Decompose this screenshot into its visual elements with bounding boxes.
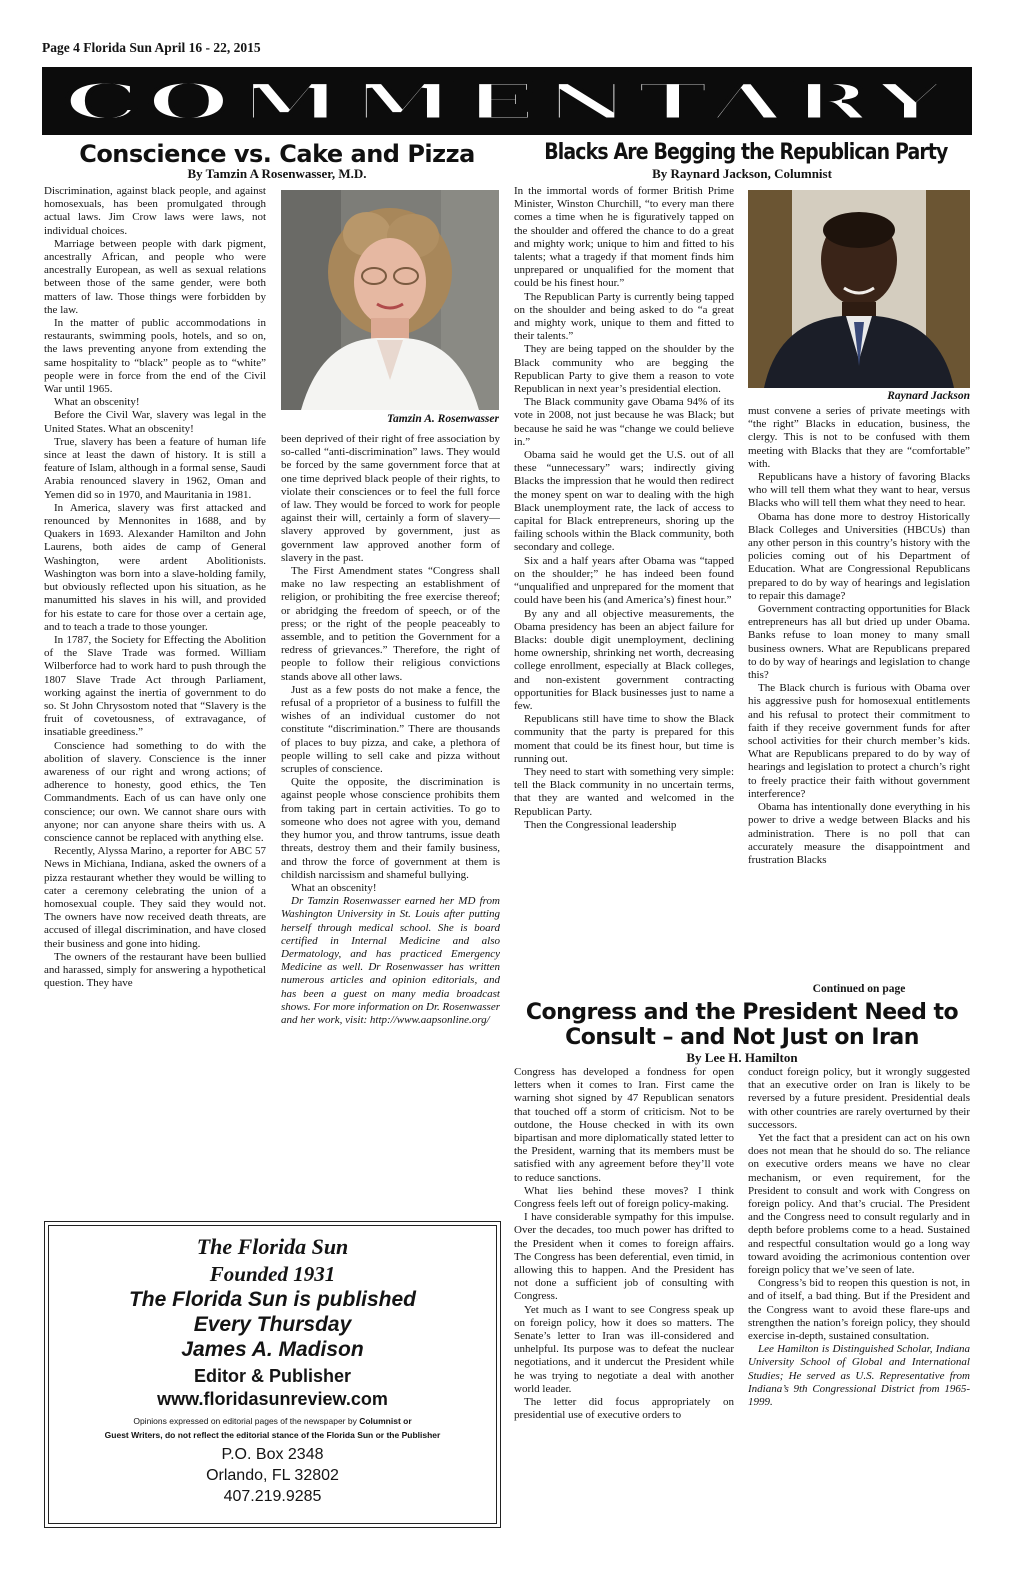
article1-column1: [44, 185, 266, 1215]
masthead-disclaimer-line2: Guest Writers, do not reflect the editorial stance of the Florida Sun or the Publisher: [104, 1430, 441, 1440]
paragraph: Congress has developed a fondness for open letters when it comes to Iran. First came the warning shot signed by 47 Republican senators that touched off a storm of criticism. Not to be outdone, the House checked in with its own bipartisan and more diplomatically stated letter to the President, warning that its members must be satisfied with any agreement before they’ll vote to reduce sanctions.: [514, 1066, 734, 1184]
paragraph: The letter did focus appropriately on presidential use of executive orders to: [514, 1396, 734, 1422]
paragraph: Recently, Alyssa Marino, a reporter for ABC 57 News in Michiana, Indiana, asked the owners of a pizza restaurant whether they would be willing to cater a ceremony celebrating the union of a homosexual couple. They said they would not. The owners have now received death threats, are accused of illegal discrimination, and have closed their business and gone into hiding.: [44, 845, 266, 950]
paragraph: What lies behind these moves? I think Congress feels left out of foreign policy-making.: [514, 1184, 734, 1211]
masthead-disclaimer: [45, 1416, 500, 1426]
masthead-founded: Founded 1931: [209, 1262, 336, 1286]
paragraph: Marriage between people with dark pigment, ancestrally African, and people who were ancestrally European, as well as sexual relations between those of the same gender, were both matters of law. Those things were forbidden by the law.: [44, 237, 266, 316]
paragraph: The Black community gave Obama 94% of its vote in 2008, not just because he was Black; but because he said he was “change we could believe in.”: [514, 396, 734, 448]
paragraph: The Republican Party is currently being tapped on the shoulder and being asked to do “a great and mighty work, unique to them and fitted to their talents.”: [514, 290, 734, 343]
paragraph: Conscience had something to do with the abolition of slavery. Conscience is the inner awareness of our right and wrong actions; of adherence to honesty, good ethics, the Ten Commandments. Each of us can have only one conscience; our own. We cannot share ours with anyone; nor can anyone share theirs with us. A conscience cannot be replaced with anything else.: [44, 739, 266, 844]
paragraph: Then the Congressional leadership: [524, 818, 677, 831]
paragraph: Yet the fact that a president can act on his own does not mean that he should do so. The reliance on executive orders means we have no clear mechanism, or even requirement, for the President to consult and work with Congress on foreign policy. And that’s crucial. The President and the Congress need to consult regularly and in depth before problems come to a head. Sustained and respectful consultation would go a long way toward avoiding the acrimonious contention over foreign policy that we’ve seen of late.: [748, 1132, 970, 1277]
masthead-frequency: Every Thursday: [193, 1313, 352, 1336]
paragraph: Six and a half years after Obama was “tapped on the shoulder;” he has indeed been found “unqualified and unprepared for the moment that could have been his (and America’s) finest hour.”: [514, 554, 734, 607]
paragraph: Before the Civil War, slavery was legal in the United States. What an obscenity!: [44, 409, 266, 435]
article3-column1: [514, 1066, 734, 1544]
paragraph: In 1787, the Society for Effecting the Abolition of the Slave Trade was formed. William Wilberforce had to work hard to push through the 1807 Slave Trade Act through Parliament, working against the inertia of government to do so. St John Chrysostom noted that “Slavery is the fruit of covetousness, of extravagance, of insatiable greediness.”: [44, 633, 266, 739]
article2-column2: [748, 405, 970, 997]
paragraph: The First Amendment states “Congress shall make no law respecting an establishment of religion, or prohibiting the free exercise thereof; or abridging the freedom of speech, or of the press; or the right of the people peaceably to assemble, and to petition the Government for a redress of grievances.” Therefore, the right of people to follow their religious convictions stands above all other laws.: [281, 565, 500, 683]
paragraph: They need to start with something very simple: tell the Black community in no uncertain terms, that they are wanted and welcomed in the Republican Party.: [514, 765, 734, 818]
article3-author-bio: Lee Hamilton is Distinguished Scholar, Indiana University School of Global and International Studies; He served as U.S. Representative from Indiana’s 9th Congressional District from 1965-1999.: [748, 1343, 970, 1409]
paragraph: Republicans have a history of favoring Blacks who will tell them what they want to hear, versus Blacks who will tell them what they need to hear.: [748, 471, 970, 510]
author-photo-rosenwasser: [281, 190, 499, 410]
paragraph: Yet much as I want to see Congress speak up on foreign policy, how it does so matters. The Senate’s letter to Iran was ill-considered and unhelpful. Its purpose was to defeat the nuclear negotiations, and it undercut the President while he was trying to negotiate a deal with another world leader.: [514, 1303, 734, 1395]
author-photo-jackson: [748, 190, 970, 388]
article3-byline: By Lee H. Hamilton: [686, 1050, 798, 1065]
paragraph: must convene a series of private meetings with “the right” Blacks in education, business, the clergy. This is not to be confused with them meeting with Blacks that they are “comfortable” with.: [748, 405, 970, 470]
article2-column1: [514, 185, 734, 997]
masthead-paper-name: The Florida Sun: [196, 1234, 349, 1259]
masthead-city: Orlando, FL 32802: [206, 1467, 339, 1484]
article1-column2-body: [281, 433, 500, 895]
section-title: COMMENTARY: [63, 71, 951, 131]
paragraph: Quite the opposite, the discrimination is against people whose conscience prohibits them from taking part in certain activities. To go to someone who does not agree with you, demand they humor you, and throw tantrums, issue death threats, destroy them and their family business, and throw the force of government at them is childish narcissism and shameful bullying.: [281, 776, 500, 881]
masthead-published: The Florida Sun is published: [128, 1288, 417, 1311]
masthead-box: [44, 1221, 501, 1528]
author-photo-caption: Tamzin A. Rosenwasser: [387, 413, 499, 425]
article1-author-bio: Dr Tamzin Rosenwasser earned her MD from Washington University in St. Louis after putting herself through medical school. She is board certified in Internal Medicine and also Dermatology, and has practiced Emergency Medicine as well. Dr Rosenwasser has written numerous articles and opinion editorials, and has been a guest on many media broadcast shows. For more information on Dr. Rosenwasser and her work, visit: http://www.aapsonline.org/: [281, 895, 500, 1026]
paragraph: They are being tapped on the shoulder by the Black community who are begging the Republican Party to give them a reason to vote Republican in next year’s presidential election.: [514, 343, 734, 396]
paragraph: Obama has done more to destroy Historically Black Colleges and Universities (HBCUs) than any other person in this country’s history with the policies coming out of his Department of Education. What are Congressional Republicans prepared to do by way of hearings and legislation to repair this damage?: [748, 510, 970, 602]
author-photo-caption-jackson: Raynard Jackson: [887, 390, 970, 402]
paragraph: Republicans still have time to show the Black community that the party is prepared for this moment that could be its finest hour, but time is running out.: [514, 713, 734, 765]
masthead-website[interactable]: www.floridasunreview.com: [157, 1389, 388, 1409]
paragraph: Obama said he would get the U.S. out of all these “unnecessary” wars; indirectly giving Blacks the impression that he would then redirect the money spent on war to dealing with the high Black unemployment rate, the lack of access to capital for Black entrepreneurs, shoring up the failing schools within the Black community, both secondary and college.: [514, 449, 734, 554]
paragraph: Discrimination, against black people, and against homosexuals, has been promulgated through actual laws. Jim Crow laws were laws, not individual choices.: [44, 185, 266, 237]
paragraph: True, slavery has been a feature of human life since at least the dawn of history. It is still a feature of Islam, although in a formal sense, Saudi Arabia renounced slavery in 1962, Oman and Yemen did so in 1970, and Mauritania in 1981.: [44, 435, 266, 501]
article3-column2: [748, 1066, 970, 1544]
masthead-po-box: P.O. Box 2348: [221, 1446, 324, 1463]
paragraph: Obama has intentionally done everything in his power to drive a wedge between Blacks and his administration. There is no poll that can accurately measure the disappointment and frustration Blacks: [748, 801, 970, 866]
paragraph: The Black church is furious with Obama over his aggressive push for homosexual entitlements and his refusal to protect their commitment to faith if they receive government funds for after school activities for their church member’s kids. What are Republicans prepared to do by way of hearings and legislation to protect a church’s right to freely practice their faith without government interference?: [748, 682, 970, 800]
paragraph: The owners of the restaurant have been bullied and harassed, simply for answering a hypothetical question. They have: [44, 950, 266, 990]
masthead-editor-name: James A. Madison: [181, 1338, 364, 1361]
paragraph: been deprived of their right of free association by so-called “anti-discrimination” laws. They would be forced by the same government force that at one time deprived black people of their rights, to violate their consciences or to feel the full force of law. They would be forced to work for people against their will, certainly a form of slavery—slavery approved by government, just as government law approved another form of slavery in the past.: [281, 433, 500, 564]
page-folio: Page 4 Florida Sun April 16 - 22, 2015: [42, 40, 261, 55]
disclaimer-bold: Columnist or: [359, 1416, 412, 1426]
article1-byline: By Tamzin A Rosenwasser, M.D.: [187, 166, 367, 181]
masthead-phone: 407.219.9285: [223, 1488, 322, 1505]
paragraph: In the matter of public accommodations in restaurants, swimming pools, hotels, and so on, the laws preventing anyone from extending the same hospitality to “black” people as to “white” people were in force from the end of the Civil War until 1965.: [44, 317, 266, 396]
paragraph: What an obscenity!: [291, 881, 377, 894]
article3-column2-body: [748, 1066, 970, 1343]
section-banner: [42, 67, 972, 135]
paragraph: In the immortal words of former British Prime Minister, Winston Churchill, “to every man there comes a time when he is figuratively tapped on the shoulder and offered the chance to do a great and mighty work; unique to him and fitted to his talents; what a tragedy if that moment finds him unprepared or unqualified for the moment that could be his finest hour.”: [514, 185, 734, 290]
article2-headline: Blacks Are Begging the Republican Party: [544, 140, 948, 165]
disclaimer-text: Opinions expressed on editorial pages of the newspaper by: [133, 1416, 360, 1426]
paragraph: Just as a few posts do not make a fence, the refusal of a proprietor of a business to fulfill the wishes of an individual customer do not constitute “discrimination.” There are thousands of places to buy pizza, and cake, a plethora of people willing to sell cake and pizza without scruples of conscience.: [281, 683, 500, 776]
paragraph: conduct foreign policy, but it wrongly suggested that an executive order on Iran is likely to be reversed by a future president. Presidential deals with other countries are rarely overturned by their successors.: [748, 1066, 970, 1131]
paragraph: By any and all objective measurements, the Obama presidency has been an abject failure for Blacks: double digit unemployment, declining home ownership, shrinking net worth, decreasing college enrollment, especially at Black colleges, and non-existent government contracting opportunities for Black businesses just to name a few.: [514, 607, 734, 712]
article3-headline: Congress and the President Need to Consult – and Not Just on Iran: [525, 1000, 959, 1050]
article2-byline: By Raynard Jackson, Columnist: [652, 166, 832, 181]
paragraph: Government contracting opportunities for Black entrepreneurs has all but dried up under Obama. Banks refuse to loan money to many small business owners. What are Republicans prepared to do by way of hearings and legislation to change this?: [748, 603, 970, 682]
paragraph: What an obscenity!: [54, 396, 140, 409]
paragraph: In America, slavery was first attacked and renounced by Mennonites in 1688, and by Quakers in 1693. Alexander Hamilton and John Laurens, both aides de camp of General Washington, were ardent Abolitionists. Washington was born into a slave-holding family, but obviously reflected upon his situation, as he manumitted his slaves in his will, and provided for his estate to care for those over a certain age, and to teach a trade to those younger.: [44, 501, 266, 633]
article1-column2: [281, 433, 500, 1215]
article1-headline: Conscience vs. Cake and Pizza: [79, 140, 475, 168]
paragraph: Congress’s bid to reopen this question is not, in and of itself, a bad thing. But if the President and the Congress want to avoid these flare-ups and strengthen the nation’s foreign policy, they should exercise in-depth, sustained consultation.: [748, 1277, 970, 1343]
masthead-editor-title: Editor & Publisher: [193, 1366, 352, 1386]
paragraph: I have considerable sympathy for this impulse. Over the decades, too much power has drifted to the President when it comes to foreign affairs. The Congress has been deferential, even timid, in allowing this to happen. And the President has not done a sufficient job of consulting with Congress.: [514, 1211, 734, 1303]
continued-label: Continued on page: [812, 983, 906, 995]
